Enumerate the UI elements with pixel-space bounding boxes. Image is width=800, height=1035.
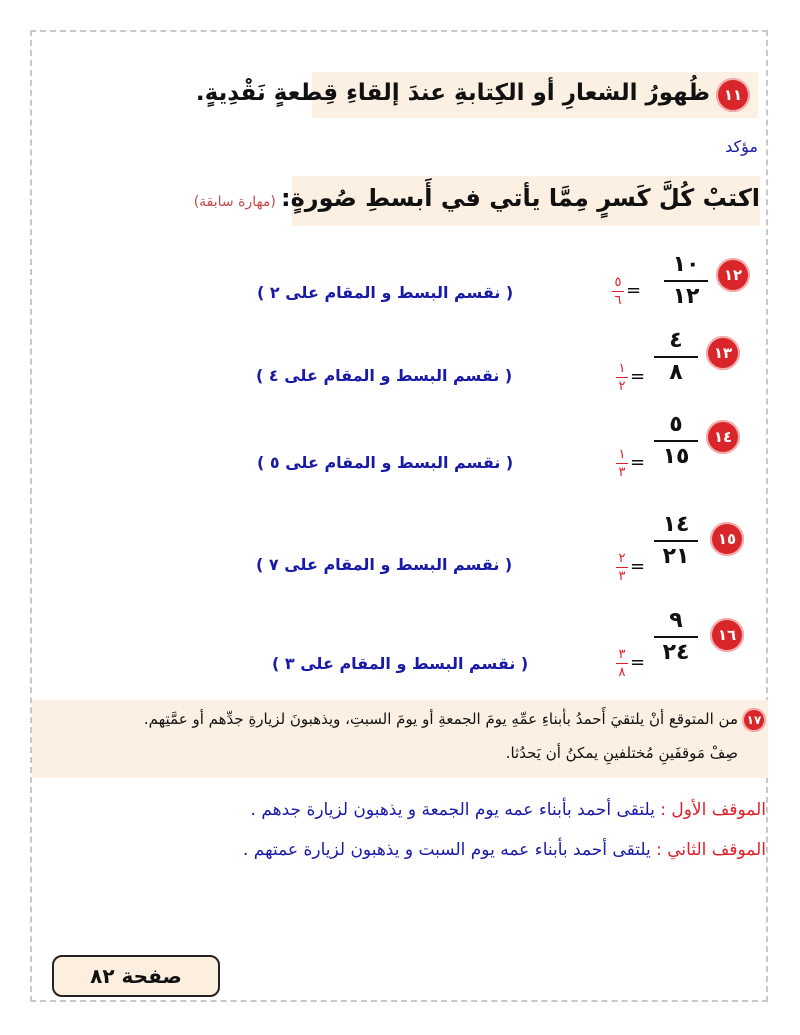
item-16-answer-denominator: ٨: [618, 665, 626, 680]
item-15-badge: ١٥: [710, 522, 744, 556]
answer-2-text: يلتقى أحمد بأبناء عمه يوم السبت و يذهبون لزيارة عمتهم .: [242, 840, 651, 860]
item-12-denominator: ١٢: [672, 284, 700, 309]
item-14-denominator: ١٥: [662, 444, 690, 469]
item-15-denominator: ٢١: [662, 544, 690, 569]
item-13-denominator: ٨: [669, 360, 683, 385]
q11-badge: ١١: [716, 78, 750, 112]
item-15-answer: [616, 552, 628, 583]
item-13-fraction: [654, 330, 698, 384]
item-16-hint: ( نقسم البسط و المقام على ٣ ): [272, 654, 529, 673]
item-13-equals: =: [630, 366, 646, 387]
item-14-equals: =: [630, 452, 646, 473]
section-label: مؤكد: [725, 137, 758, 156]
item-15-hint: ( نقسم البسط و المقام على ٧ ): [256, 555, 513, 574]
item-12-answer-numerator: ٥: [614, 275, 622, 290]
item-16-answer: [616, 648, 628, 679]
item-14-answer-numerator: ١: [618, 447, 626, 462]
item-14-numerator: ٥: [669, 412, 683, 437]
q17-line2: صِفْ مَوقفَينِ مُختلفينِ يمكنُ أن يَحدُثا.: [505, 744, 738, 762]
item-13-answer: [616, 362, 628, 393]
item-16-equals: =: [630, 652, 646, 673]
answer-1: [251, 800, 766, 820]
item-16-denominator: ٢٤: [662, 640, 690, 665]
item-15-fraction: [654, 514, 698, 568]
item-12-numerator: ١٠: [672, 252, 700, 277]
item-12-badge: ١٢: [716, 258, 750, 292]
answer-1-label: الموقف الأول :: [660, 800, 766, 820]
q17-badge: ١٧: [742, 708, 766, 732]
instruction: [194, 184, 760, 212]
item-15-numerator: ١٤: [662, 512, 690, 537]
answer-2-label: الموقف الثاني :: [656, 840, 766, 860]
item-14-answer-denominator: ٣: [618, 465, 626, 480]
item-15-answer-denominator: ٣: [618, 569, 626, 584]
item-13-answer-denominator: ٢: [618, 379, 626, 394]
item-13-answer-numerator: ١: [618, 361, 626, 376]
item-16-numerator: ٩: [669, 608, 683, 633]
item-14-answer: [616, 448, 628, 479]
instruction-note: (مهارة سابقة): [193, 194, 276, 210]
item-16-fraction: [654, 610, 698, 664]
item-15-answer-numerator: ٢: [618, 551, 626, 566]
item-12-equals: =: [626, 280, 642, 301]
item-13-numerator: ٤: [669, 328, 683, 353]
item-16-answer-numerator: ٣: [618, 647, 626, 662]
item-16-badge: ١٦: [710, 618, 744, 652]
page-number-tag: صفحة ٨٢: [52, 955, 220, 997]
item-13-badge: ١٣: [706, 336, 740, 370]
item-12-answer-denominator: ٦: [614, 293, 622, 308]
item-14-fraction: [654, 414, 698, 468]
item-12-hint: ( نقسم البسط و المقام على ٢ ): [257, 283, 514, 302]
item-14-badge: ١٤: [706, 420, 740, 454]
instruction-text: اكتبْ كُلَّ كَسرٍ مِمَّا يأتي في أَبسطِ صُورةٍ:: [280, 184, 760, 212]
item-13-hint: ( نقسم البسط و المقام على ٤ ): [256, 366, 513, 385]
item-14-hint: ( نقسم البسط و المقام على ٥ ): [257, 453, 514, 472]
q17-line1: من المتوقع أنْ يلتقيَ أَحمدُ بأبناءِ عمِّهِ يومَ الجمعةِ أو يومَ السبتِ، ويذهبونَ لزيارةِ جدِّهم أو عمَّتِهم.: [143, 710, 738, 728]
item-15-equals: =: [630, 556, 646, 577]
answer-1-text: يلتقى أحمد بأبناء عمه يوم الجمعة و يذهبون لزيارة جدهم .: [250, 800, 655, 820]
item-12-answer: [612, 276, 624, 307]
item-12-fraction: [664, 254, 708, 308]
q11-text: ظُهورُ الشعارِ أو الكِتابةِ عندَ إلقاءِ قِطعةٍ نَقْدِيةٍ.: [195, 80, 710, 106]
answer-2: [243, 840, 766, 860]
